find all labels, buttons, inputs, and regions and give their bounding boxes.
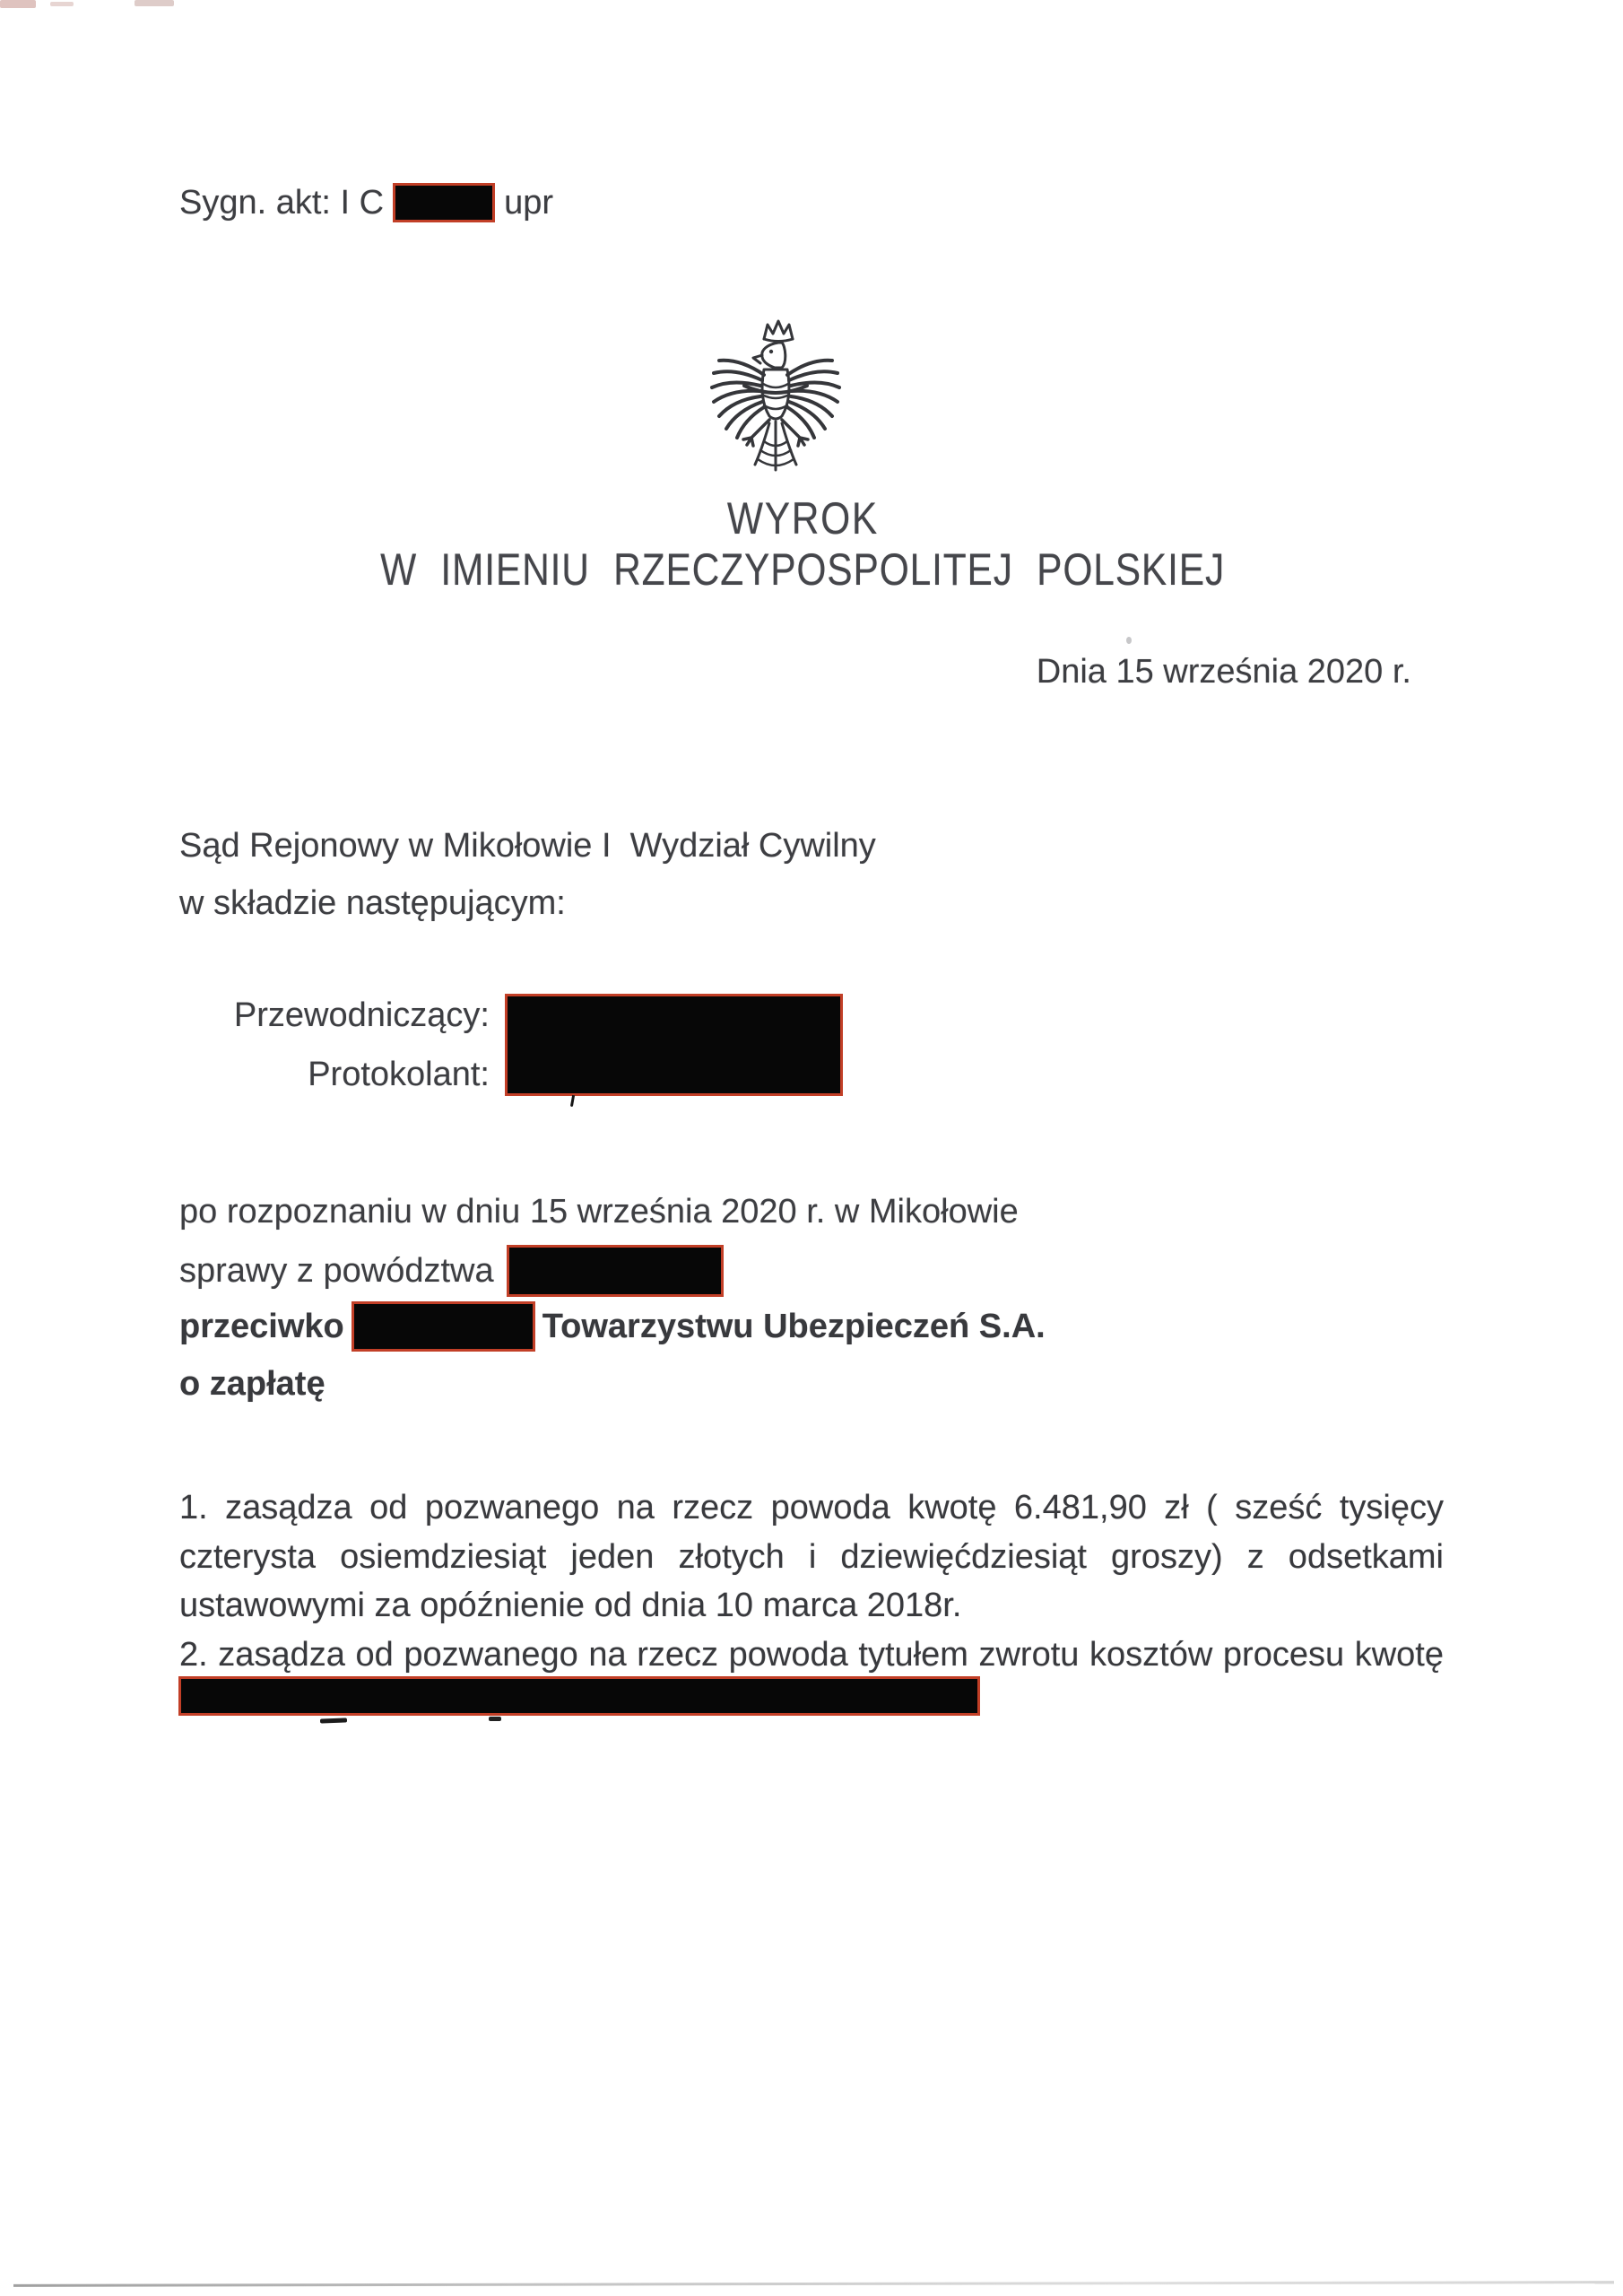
ruling-item2-line1: 2. zasądza od pozwanego na rzecz powoda tytułem zwrotu kosztów procesu kwotę xyxy=(179,1635,1444,1674)
claim-prefix: sprawy z powództwa xyxy=(179,1252,494,1290)
panel-intro: w składzie następującym: xyxy=(179,884,566,922)
case-subject: o zapłatę xyxy=(179,1365,325,1403)
judgment-subtitle xyxy=(0,544,1605,595)
hearing-line: po rozpoznaniu w dniu 15 września 2020 r. w Mikołowie xyxy=(179,1193,1019,1231)
defendant-suffix: Towarzystwu Ubezpieczeń S.A. xyxy=(542,1308,1046,1345)
presiding-judge-label: Przewodniczący: xyxy=(233,996,490,1034)
court-name: Sąd Rejonowy w Mikołowie I Wydział Cywilny xyxy=(179,827,876,865)
case-reference-line xyxy=(179,181,553,224)
clerk-label: Protokolant: xyxy=(308,1056,490,1093)
scan-artifact-dash xyxy=(135,0,174,6)
redaction-box-claimant xyxy=(507,1245,724,1297)
ruling-item1-line2: czterysta osiemdziesiąt jeden złotych i dziewięćdziesiąt groszy) z odsetkami xyxy=(179,1537,1444,1576)
scan-artifact-speck xyxy=(1126,637,1132,644)
claimant-line xyxy=(179,1244,724,1298)
judgment-date: Dnia 15 września 2020 r. xyxy=(1036,653,1411,691)
redaction-box-defendant-name xyxy=(352,1301,535,1352)
case-reference-suffix: upr xyxy=(504,184,554,222)
redaction-descender-mark xyxy=(489,1717,501,1721)
judgment-title-text: WYROK xyxy=(726,493,879,544)
ruling-item1-line3: ustawowymi za opóźnienie od dnia 10 marca 2018r. xyxy=(179,1587,962,1625)
redaction-box-case-number xyxy=(393,183,495,222)
panel-labels xyxy=(179,986,490,1104)
redaction-box-panel-names xyxy=(505,994,843,1096)
ruling-text xyxy=(179,1483,1444,1679)
scan-artifact-dash xyxy=(0,0,36,8)
redaction-descender-mark xyxy=(320,1718,347,1723)
scan-artifact-dash xyxy=(50,2,74,6)
case-reference-prefix: Sygn. akt: I C xyxy=(179,184,385,222)
polish-eagle-emblem xyxy=(707,316,845,481)
ruling-item1-line1: 1. zasądza od pozwanego na rzecz powoda kwotę 6.481,90 zł ( sześć tysięcy xyxy=(179,1489,1444,1526)
redaction-descender-mark xyxy=(570,1095,575,1107)
defendant-line xyxy=(179,1300,1046,1353)
judgment-subtitle-text: W IMIENIU RZECZYPOSPOLITEJ POLSKIEJ xyxy=(380,544,1225,595)
scan-artifact-bottom-line xyxy=(13,2281,1614,2287)
defendant-prefix: przeciwko xyxy=(179,1308,344,1345)
redaction-box-costs-amount xyxy=(178,1676,980,1716)
judgment-title xyxy=(0,493,1605,544)
